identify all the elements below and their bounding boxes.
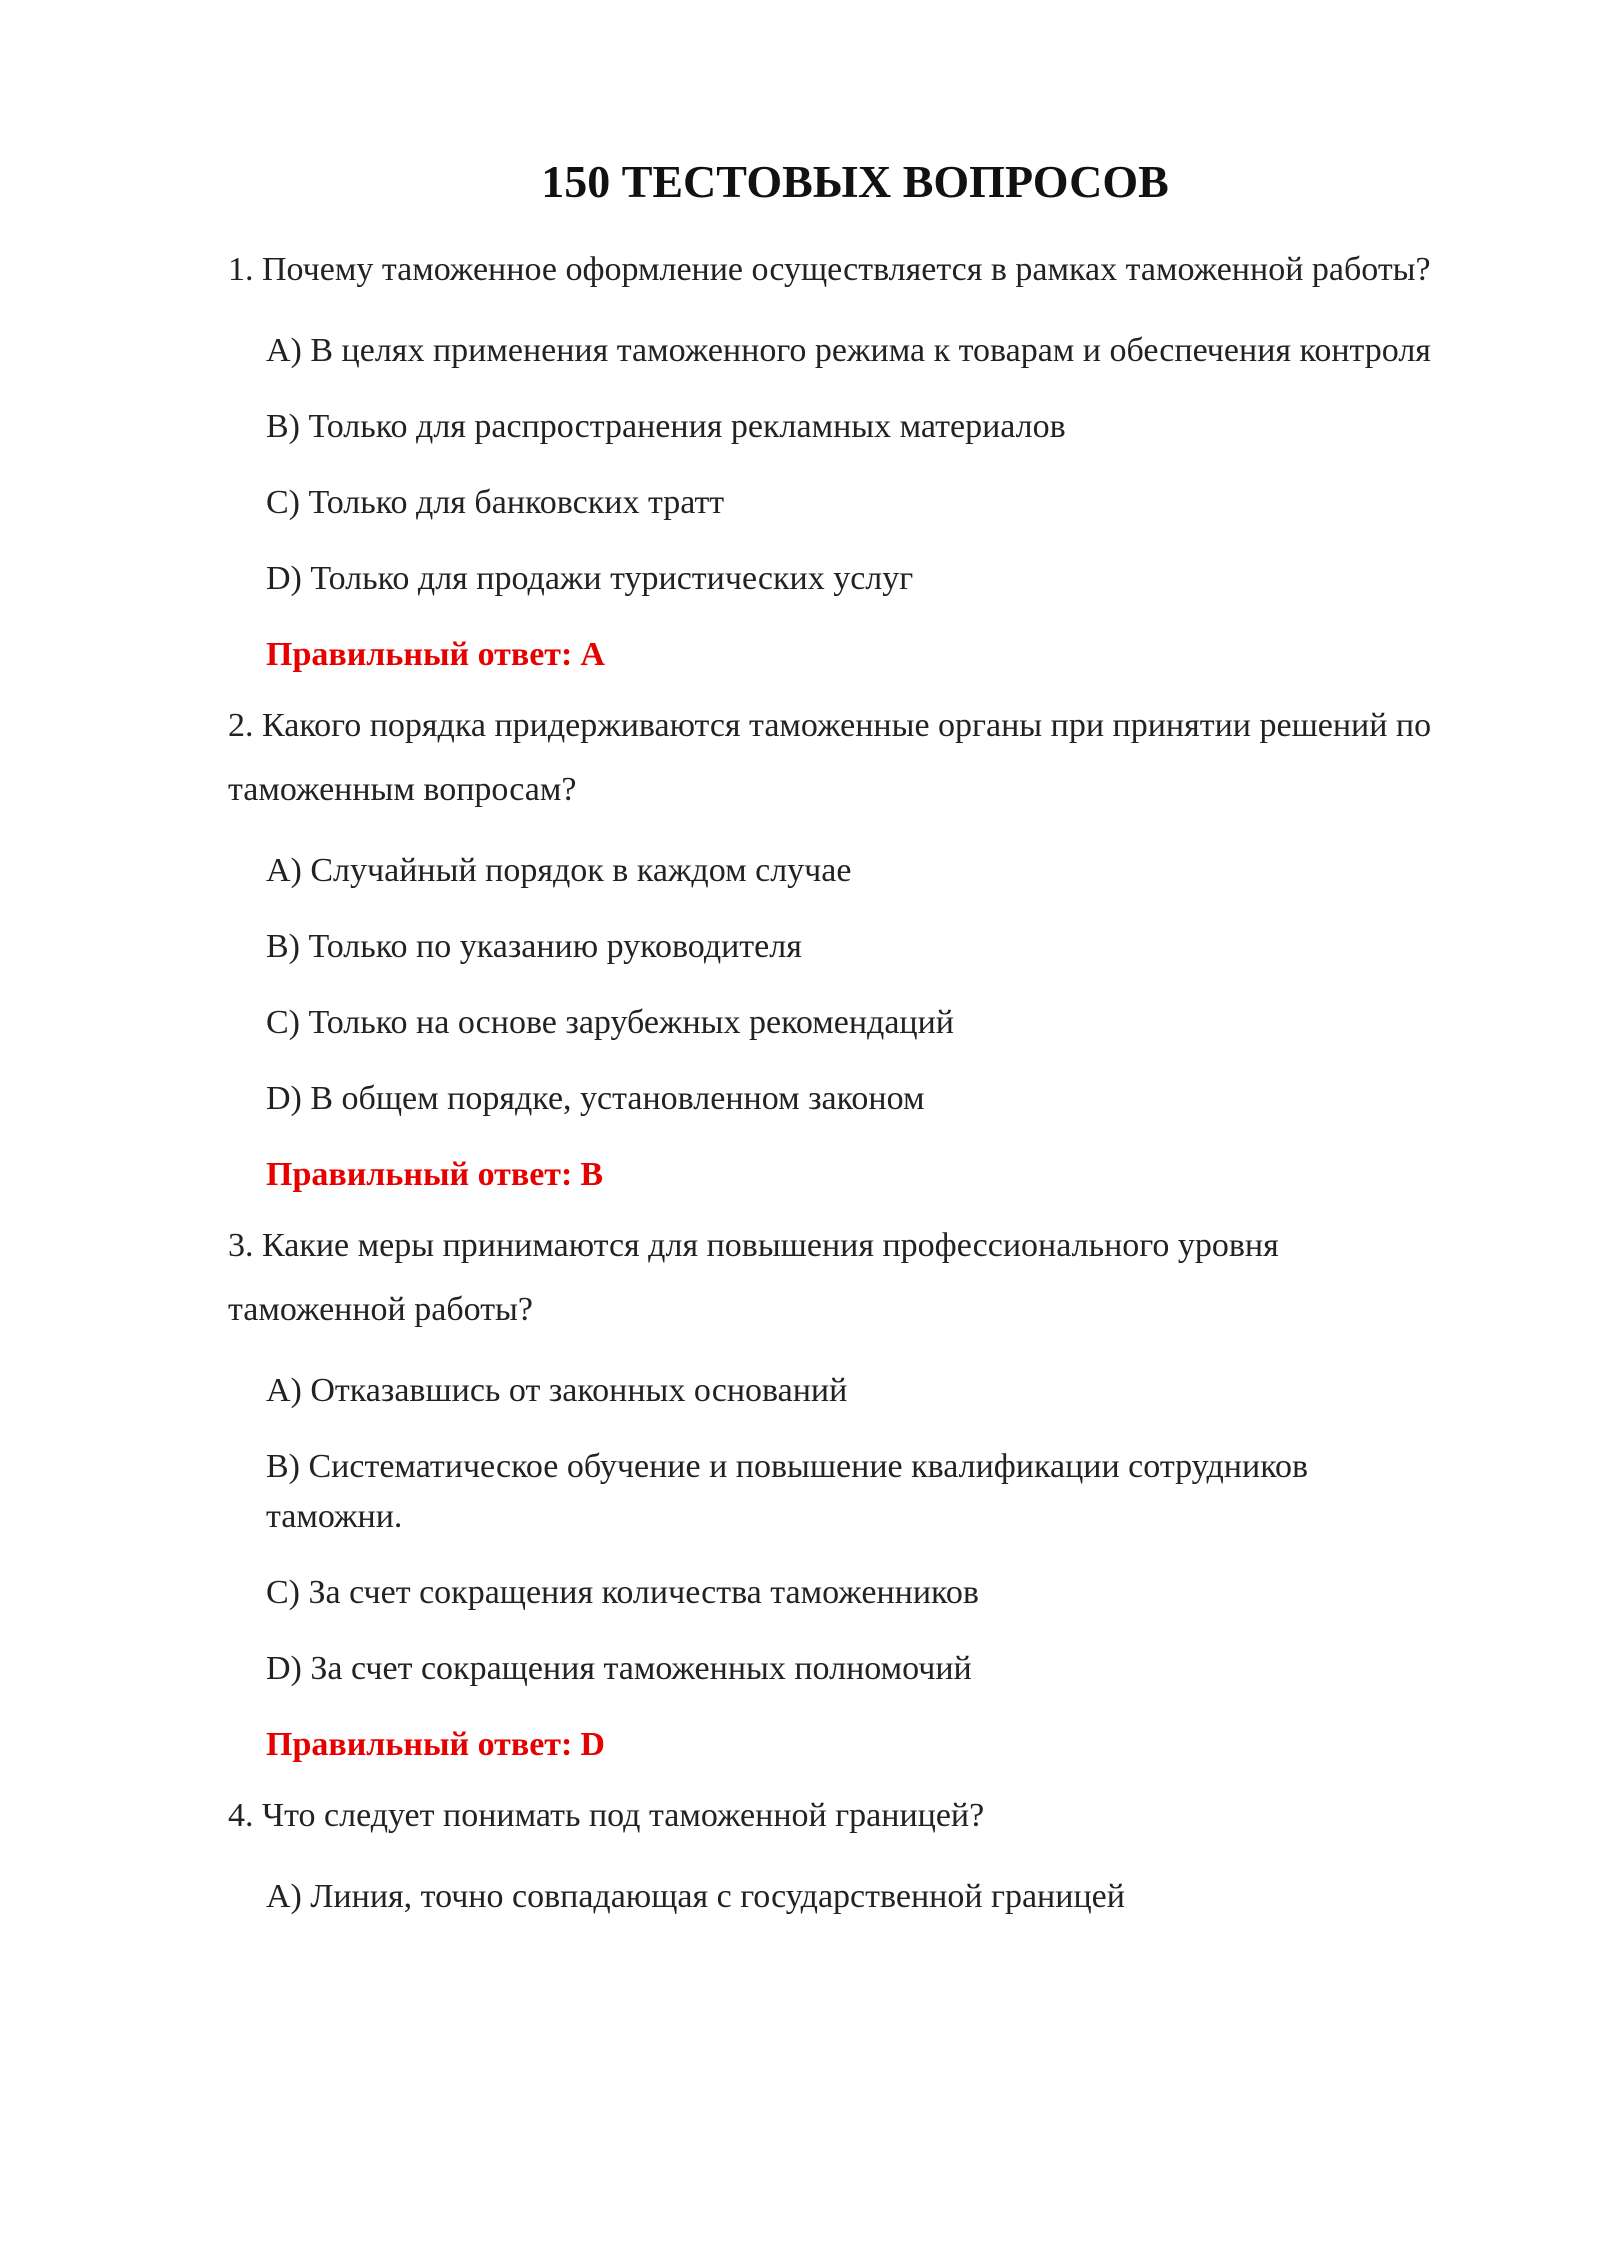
answer-label: Правильный ответ:: [266, 1156, 573, 1193]
questions-list: [228, 238, 1448, 1948]
correct-answer: [266, 1720, 1448, 1770]
question-block: [228, 1784, 1448, 1922]
option-d: D) За счет сокращения таможенных полномочий: [266, 1650, 972, 1687]
answer-letter: A: [580, 636, 605, 673]
option-d: D) В общем порядке, установленном законом: [266, 1080, 925, 1117]
question-text: 1. Почему таможенное оформление осуществляется в рамках таможенной работы?: [228, 251, 1431, 288]
question-text: 3. Какие меры принимаются для повышения профессионального уровня таможенной работы?: [228, 1227, 1279, 1328]
option-a: A) Отказавшись от законных оснований: [266, 1372, 848, 1409]
option-d: D) Только для продажи туристических услуг: [266, 560, 914, 597]
answer-letter: D: [580, 1726, 605, 1763]
options-list: [266, 1872, 1448, 1922]
question-block: [228, 1214, 1448, 1770]
question-text: 4. Что следует понимать под таможенной границей?: [228, 1797, 985, 1834]
correct-answer: [266, 1150, 1448, 1200]
options-list: [266, 846, 1448, 1124]
question-block: [228, 238, 1448, 680]
option-a: A) Линия, точно совпадающая с государственной границей: [266, 1878, 1125, 1915]
options-list: [266, 326, 1448, 604]
question-text: 2. Какого порядка придерживаются таможенные органы при принятии решений по таможенным вопросам?: [228, 707, 1432, 808]
option-b: B) Только для распространения рекламных материалов: [266, 408, 1066, 445]
answer-letter: B: [580, 1156, 604, 1193]
answer-label: Правильный ответ:: [266, 1726, 573, 1763]
option-a: A) Случайный порядок в каждом случае: [266, 852, 852, 889]
option-b: B) Только по указанию руководителя: [266, 928, 802, 965]
option-c: C) За счет сокращения количества таможенников: [266, 1574, 979, 1611]
option-a: A) В целях применения таможенного режима к товарам и обеспечения контроля: [266, 332, 1431, 369]
answer-label: Правильный ответ:: [266, 636, 573, 673]
question-block: [228, 694, 1448, 1200]
option-b: B) Систематическое обучение и повышение квалификации сотрудников таможни.: [266, 1448, 1309, 1535]
options-list: [266, 1366, 1448, 1694]
option-c: C) Только для банковских тратт: [266, 484, 725, 521]
correct-answer: [266, 630, 1448, 680]
option-c: C) Только на основе зарубежных рекомендаций: [266, 1004, 955, 1041]
document-title: 150 ТЕСТОВЫХ ВОПРОСОВ: [541, 156, 1169, 207]
